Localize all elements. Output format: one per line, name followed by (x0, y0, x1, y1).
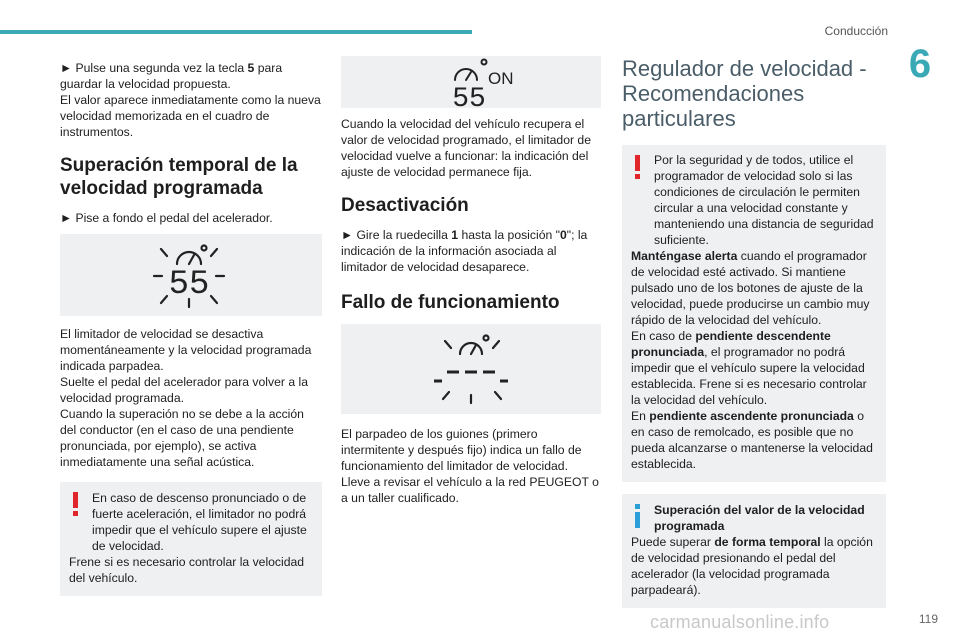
figure-speed-on (341, 56, 601, 108)
svg-text:55: 55 (168, 266, 210, 304)
figure-speed-blinking (60, 234, 322, 316)
body-blinking-dashes: El parpadeo de los guiones (primero intermitente y después fijo) indica un fallo de funcionamiento del limitador de velocidad. (341, 427, 582, 473)
step-deactivate: ► Gire la ruedecilla 1 hasta la posición "0"; la indicación de la información asociada al limitador de velocidad desaparece. (341, 228, 588, 274)
svg-text:ON: ON (488, 69, 514, 88)
body-service: Lleve a revisar el vehículo a la red PEUGEOT o a un taller cualificado. (341, 475, 599, 505)
info-body: Puede superar de forma temporal la opción de velocidad presionando el pedal del acelerador (la velocidad programada parpadeará). (631, 535, 873, 597)
svg-text:55: 55 (452, 84, 486, 108)
warning-exclamation-icon (631, 154, 645, 180)
body-3: Cuando la superación no se debe a la acción del conductor (en el caso de una pendiente pronunciada, por ejemplo), se activa inmediatamente una señal acústica. (60, 407, 304, 469)
warning-text-2: Frene si es necesario controlar la velocidad del vehículo. (69, 555, 305, 585)
step-accelerator: ► Pise a fondo el pedal del acelerador. (60, 211, 273, 225)
chapter-number: 6 (908, 42, 932, 86)
figure-dashes (341, 324, 601, 414)
body-resume: Cuando la velocidad del vehículo recupera el valor de velocidad programado, el limitador de velocidad vuelve a funcionar: la indicación del ajuste de velocidad permanece fija. (341, 117, 591, 179)
speedometer-blink-icon (60, 234, 322, 316)
column-3 (622, 56, 886, 608)
warning-para-1: Por la seguridad y de todos, utilice el programador de velocidad solo si las condiciones de circulación le permiten circular a una velocidad constante y manteniendo una distancia de seguridad suficiente. (654, 153, 874, 247)
warning-para-3: En caso de pendiente descendente pronunciada, el programador no podrá impedir que el vehículo supere la velocidad establecida. Frene si es necesario controlar la velocidad del vehículo. (631, 329, 867, 407)
body-2: Suelte el pedal del acelerador para volver a la velocidad programada. (60, 375, 308, 405)
page-number: 119 (918, 612, 938, 626)
section-label: Conducción (824, 24, 888, 38)
warning-box-recommendations (622, 145, 886, 482)
section-heading-recommendations: Regulador de velocidad - Recomendaciones particulares (622, 56, 867, 131)
section-heading-overspeed: Superación temporal de la velocidad programada (60, 155, 298, 199)
info-title: Superación del valor de la velocidad programada (654, 503, 865, 533)
warning-exclamation-icon (69, 491, 83, 517)
speedometer-on-icon (341, 56, 601, 108)
section-heading-malfunction: Fallo de funcionamiento (341, 292, 560, 313)
warning-text-1: En caso de descenso pronunciado o de fuerte aceleración, el limitador no podrá impedir que el vehículo supere el ajuste de velocidad. (92, 491, 307, 553)
column-1 (60, 56, 322, 596)
intro-paragraph: ► Pulse una segunda vez la tecla 5 para guardar la velocidad propuesta. (60, 61, 283, 91)
intro-paragraph-2: El valor aparece inmediatamente como la nueva velocidad memorizada en el cuadro de instrumentos. (60, 93, 321, 139)
speedometer-dashes-icon (341, 324, 601, 414)
header-accent-bar (0, 30, 472, 34)
info-icon (631, 503, 645, 529)
body-1: El limitador de velocidad se desactiva momentáneamente y la velocidad programada indicada parpadea. (60, 327, 312, 373)
watermark: carmanualsonline.info (650, 612, 830, 632)
info-box-overspeed (622, 494, 886, 608)
column-2 (341, 56, 603, 506)
warning-para-4: En pendiente ascendente pronunciada o en caso de remolcado, es posible que no pueda alcanzarse o mantenerse la velocidad establecida. (631, 409, 873, 471)
warning-box-descent (60, 482, 322, 596)
section-heading-deactivation: Desactivación (341, 195, 469, 216)
warning-para-2: Manténgase alerta cuando el programador de velocidad esté activado. Si mantiene pulsado uno de los botones de ajuste de la velocidad, puede producirse un cambio muy rápido de la velocidad del vehículo. (631, 249, 870, 327)
